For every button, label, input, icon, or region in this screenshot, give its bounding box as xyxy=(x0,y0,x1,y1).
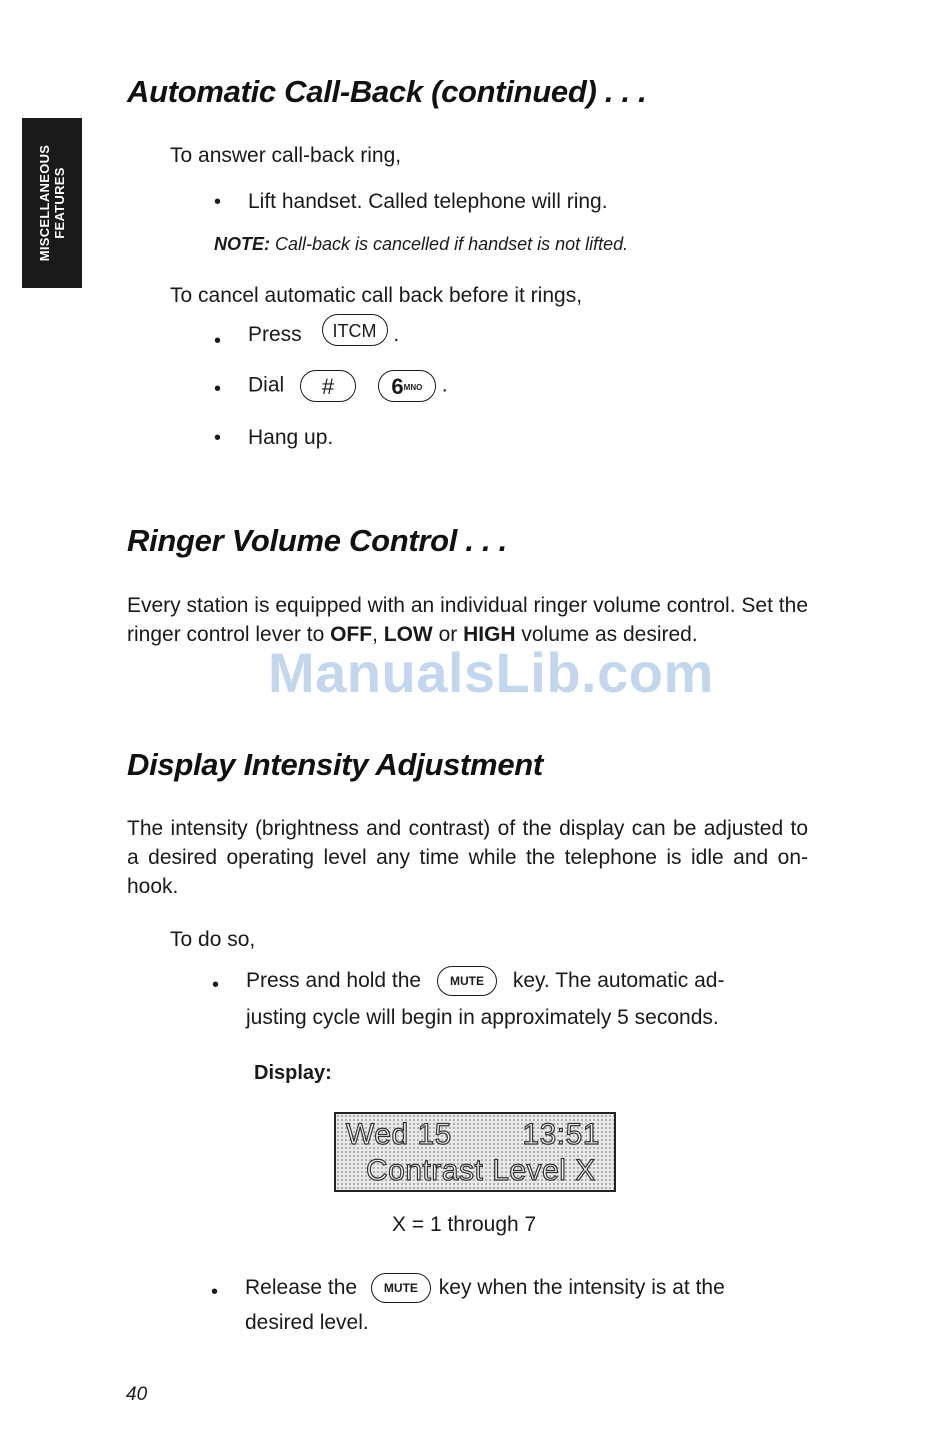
bullet-release-mute xyxy=(211,1273,725,1303)
watermark: ManualsLib.com xyxy=(268,641,714,704)
note-text: Call-back is cancelled if handset is not lifted. xyxy=(270,234,629,254)
lcd-display xyxy=(334,1112,616,1192)
bullet-dot: • xyxy=(214,330,222,352)
note-label: NOTE: xyxy=(214,234,270,254)
bullet-dot: • xyxy=(214,427,222,449)
mute-key-icon: MUTE xyxy=(437,966,497,996)
note-callback-cancelled xyxy=(214,234,628,255)
release-text-a: Release the xyxy=(245,1276,358,1299)
side-tab-label xyxy=(37,145,67,262)
hash-key-icon: # xyxy=(300,370,356,402)
todo-intro: To do so, xyxy=(170,928,256,951)
bullet-press-hold-mute xyxy=(212,966,725,996)
heading-ringer-volume: Ringer Volume Control . . . xyxy=(127,523,507,558)
lcd-day: Wed 15 xyxy=(346,1118,452,1151)
section-side-tab xyxy=(22,118,82,288)
ringer-or: or xyxy=(432,623,464,646)
page-number: 40 xyxy=(126,1384,148,1405)
six-key-digit: 6 xyxy=(391,374,404,399)
ringer-text-b: volume as desired. xyxy=(515,623,698,646)
bullet-dot: • xyxy=(211,1281,219,1303)
answer-intro: To answer call-back ring, xyxy=(170,144,402,167)
press-hold-continuation: justing cycle will begin in approximately 5 seconds. xyxy=(246,1006,719,1029)
bullet-dial-hash-six xyxy=(214,370,448,402)
range-note: X = 1 through 7 xyxy=(392,1213,537,1236)
ringer-low: LOW xyxy=(383,623,433,646)
bullet-press-itcm xyxy=(214,320,400,352)
bullet-lift-handset xyxy=(214,187,608,217)
six-key-icon xyxy=(378,370,436,402)
bullet-dot: • xyxy=(214,378,222,400)
display-label: Display: xyxy=(254,1062,332,1084)
period: . xyxy=(441,373,448,397)
period: . xyxy=(393,323,400,346)
itcm-key-icon: ITCM xyxy=(322,314,388,346)
press-label: Press xyxy=(248,323,302,346)
bullet-hang-up xyxy=(214,423,334,453)
press-hold-text-b: key. The automatic ad- xyxy=(512,969,725,992)
dial-label: Dial xyxy=(248,373,285,397)
ringer-text-a: Every station is equipped with an individual ringer volume control. Set the ringer control lever to xyxy=(127,594,808,646)
lcd-time: 13:51 xyxy=(522,1118,600,1151)
press-hold-text-a: Press and hold the xyxy=(246,969,422,992)
bullet-dot: • xyxy=(214,191,222,213)
bullet-lift-handset-text: Lift handset. Called telephone will ring. xyxy=(248,190,608,213)
release-continuation: desired level. xyxy=(245,1311,369,1334)
lcd-line2: Contrast Level X xyxy=(366,1154,596,1187)
release-text-b: key when the intensity is at the xyxy=(438,1276,725,1299)
side-tab-line1: MISCELLANEOUS xyxy=(37,144,52,262)
ringer-high: HIGH xyxy=(463,623,516,646)
bullet-dot: • xyxy=(212,974,220,996)
ringer-off: OFF xyxy=(330,623,373,646)
cancel-intro: To cancel automatic call back before it rings, xyxy=(170,284,583,307)
hang-up-text: Hang up. xyxy=(248,426,334,449)
heading-display-intensity: Display Intensity Adjustment xyxy=(127,747,543,782)
intensity-paragraph: The intensity (brightness and contrast) of the display can be adjusted to a desired operating level any time while the telephone is idle and on-hook. xyxy=(127,817,808,898)
heading-automatic-call-back: Automatic Call-Back (continued) . . . xyxy=(127,74,647,109)
side-tab-line2: FEATURES xyxy=(52,167,67,239)
ringer-comma: , xyxy=(372,623,384,646)
mute-key-icon: MUTE xyxy=(371,1273,431,1303)
six-key-letters: MNO xyxy=(403,383,423,393)
